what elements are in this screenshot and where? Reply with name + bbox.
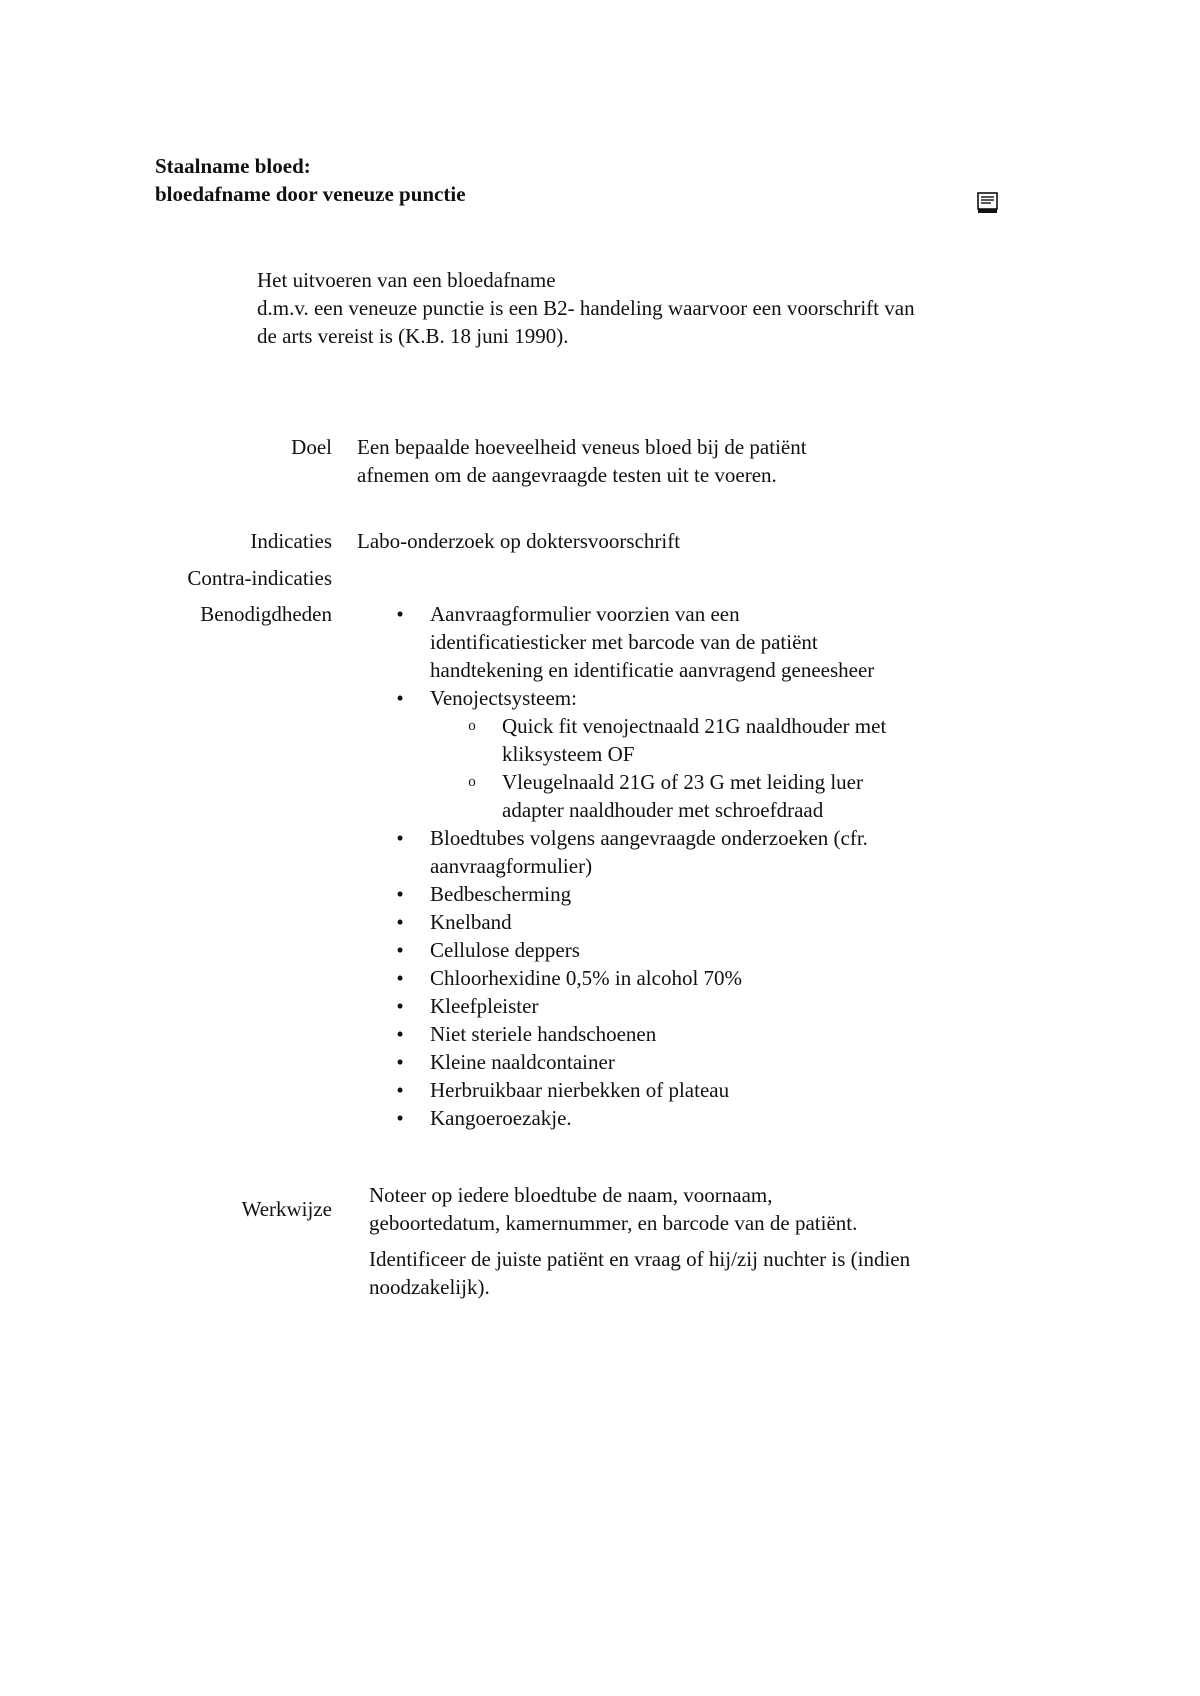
supply-item-line: handtekening en identificatie aanvragend geneesheer	[430, 658, 875, 682]
document-title	[155, 152, 466, 208]
title-line-1: Staalname bloed:	[155, 154, 311, 178]
supply-item	[396, 600, 990, 684]
indicaties-text	[357, 527, 680, 555]
bullet-icon: •	[396, 994, 404, 1018]
supply-item	[396, 936, 990, 964]
supply-subitem-line: adapter naaldhouder met schroefdraad	[502, 798, 824, 822]
bullet-icon: •	[396, 1078, 404, 1102]
bullet-icon: •	[396, 938, 404, 962]
supply-item-line: Cellulose deppers	[430, 938, 580, 962]
doel-label: Doel	[291, 435, 332, 459]
werkwijze-paragraph	[369, 1181, 910, 1237]
supply-item	[396, 1048, 990, 1076]
supply-item-line: Bloedtubes volgens aangevraagde onderzoeken (cfr.	[430, 826, 868, 850]
intro-text	[257, 266, 1037, 350]
supply-item-line: Knelband	[430, 910, 512, 934]
werkwijze-label: Werkwijze	[241, 1197, 332, 1221]
supply-sublist	[430, 712, 990, 824]
intro-line-2: d.m.v. een veneuze punctie is een B2- handeling waarvoor een voorschrift van	[257, 296, 915, 320]
doel-line-2: afnemen om de aangevraagde testen uit te voeren.	[357, 463, 777, 487]
indicaties-label: Indicaties	[250, 529, 332, 553]
supply-item	[396, 684, 990, 824]
doel-line-1: Een bepaalde hoeveelheid veneus bloed bij de patiënt	[357, 435, 807, 459]
werkwijze-line: noodzakelijk).	[369, 1275, 490, 1299]
circle-bullet-icon: o	[468, 774, 476, 790]
bullet-icon: •	[396, 1022, 404, 1046]
supply-item-line: Venojectsysteem:	[430, 686, 577, 710]
supply-item	[396, 824, 990, 880]
supply-item-line: Herbruikbaar nierbekken of plateau	[430, 1078, 730, 1102]
contra-indicaties-label: Contra-indicaties	[187, 566, 332, 590]
bullet-icon: •	[396, 686, 404, 710]
indicaties-line: Labo-onderzoek op doktersvoorschrift	[357, 529, 681, 553]
intro-line-3: de arts vereist is (K.B. 18 juni 1990).	[257, 324, 569, 348]
supply-item-line: aanvraagformulier)	[430, 854, 593, 878]
supply-item	[396, 908, 990, 936]
werkwijze-text	[369, 1181, 910, 1309]
supply-item-line: Kleefpleister	[430, 994, 539, 1018]
supply-item-line: identificatiesticker met barcode van de patiënt	[430, 630, 818, 654]
bullet-icon: •	[396, 966, 404, 990]
doel-text	[357, 433, 807, 489]
werkwijze-line: Noteer op iedere bloedtube de naam, voornaam,	[369, 1183, 773, 1207]
werkwijze-line: Identificeer de juiste patiënt en vraag of hij/zij nuchter is (indien	[369, 1247, 911, 1271]
bullet-icon: •	[396, 826, 404, 850]
supply-item	[396, 1104, 990, 1132]
benodigdheden-label: Benodigdheden	[200, 602, 332, 626]
supply-item	[396, 1076, 990, 1104]
bullet-icon: •	[396, 910, 404, 934]
supply-subitem-line: Quick fit venojectnaald 21G naaldhouder met	[502, 714, 887, 738]
supply-item-line: Chloorhexidine 0,5% in alcohol 70%	[430, 966, 743, 990]
title-line-2: bloedafname door veneuze punctie	[155, 182, 466, 206]
bullet-icon: •	[396, 1050, 404, 1074]
supply-item	[396, 964, 990, 992]
supply-item-line: Aanvraagformulier voorzien van een	[430, 602, 740, 626]
supply-item	[396, 992, 990, 1020]
circle-bullet-icon: o	[468, 718, 476, 734]
bullet-icon: •	[396, 882, 404, 906]
supply-subitem	[468, 712, 990, 768]
document-icon	[976, 192, 999, 214]
supply-subitem-line: Vleugelnaald 21G of 23 G met leiding luer	[502, 770, 863, 794]
supply-item-line: Kleine naaldcontainer	[430, 1050, 615, 1074]
supply-item-line: Niet steriele handschoenen	[430, 1022, 657, 1046]
werkwijze-paragraph	[369, 1245, 910, 1301]
intro-line-1: Het uitvoeren van een bloedafname	[257, 268, 556, 292]
supply-item-line: Bedbescherming	[430, 882, 572, 906]
werkwijze-line: geboortedatum, kamernummer, en barcode van de patiënt.	[369, 1211, 858, 1235]
supply-subitem-line: kliksysteem OF	[502, 742, 635, 766]
supply-item-line: Kangoeroezakje.	[430, 1106, 572, 1130]
supply-subitem	[468, 768, 990, 824]
bullet-icon: •	[396, 1106, 404, 1130]
supply-item	[396, 1020, 990, 1048]
bullet-icon: •	[396, 602, 404, 626]
supply-item	[396, 880, 990, 908]
supplies-list	[396, 600, 990, 1132]
